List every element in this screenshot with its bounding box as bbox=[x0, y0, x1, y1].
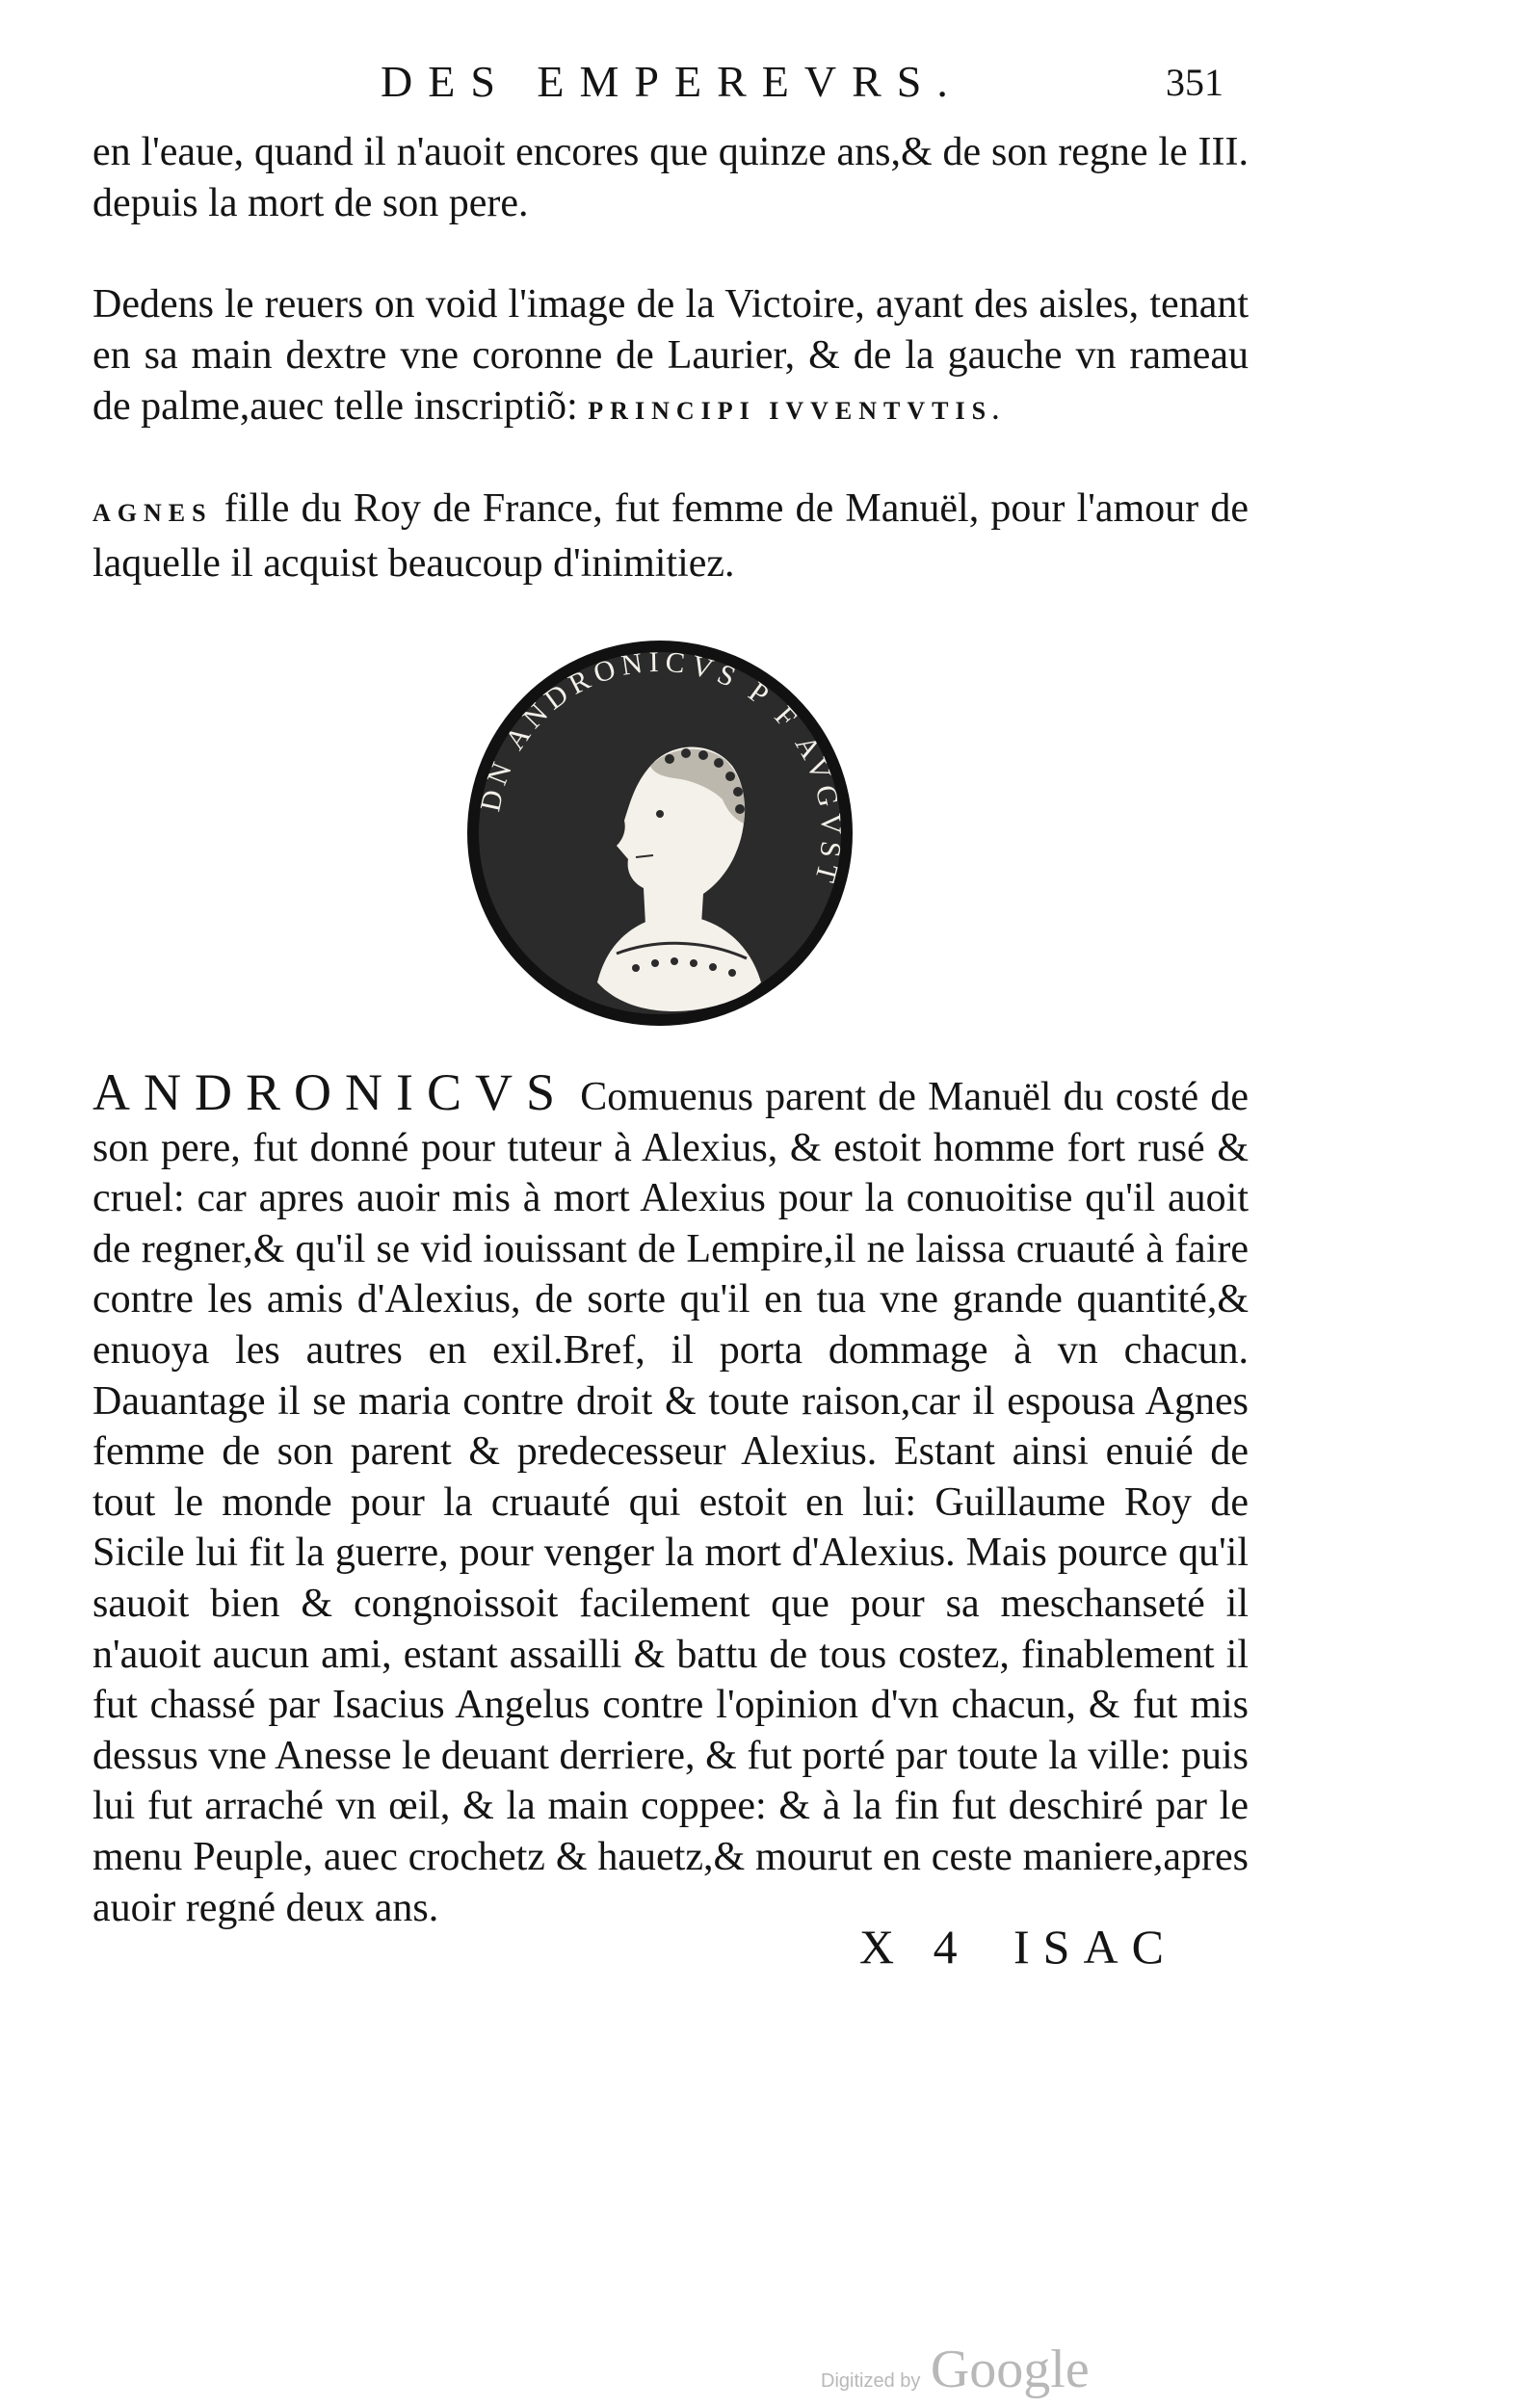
person-name: ANDRONICVS bbox=[92, 1063, 569, 1121]
signature-mark: X 4 bbox=[859, 1920, 971, 1974]
paragraph-reverse-description bbox=[92, 279, 1249, 436]
medal-legend: DN ANDRONICVS P F AVGVST bbox=[474, 645, 848, 892]
paragraph-text bbox=[92, 1063, 1250, 1933]
paragraph-text: en l'eaue, quand il n'auoit encores que quinze ans,& de son regne le III. depuis la mort de son pere. bbox=[92, 130, 1249, 225]
catchword: ISAC bbox=[1013, 1920, 1177, 1974]
person-name: AGNES bbox=[92, 499, 213, 527]
catchline bbox=[0, 1919, 1526, 1976]
watermark-brand: Google bbox=[930, 2340, 1090, 2399]
watermark-prefix: Digitized by bbox=[821, 2370, 921, 2392]
running-title: DES EMPEREVRS. bbox=[381, 57, 963, 106]
paragraph-body: Dedens le reuers on void l'image de la Victoire, ayant des aisles, tenant en sa main dextre vne coronne de Laurier, & de la gauche vn rameau de palme,auec telle inscriptiõ: bbox=[92, 282, 1249, 429]
medal-image bbox=[462, 636, 857, 1031]
medal-portrait bbox=[462, 636, 857, 1031]
digitized-watermark bbox=[821, 2339, 1090, 2399]
inscription: PRINCIPI IVVENTVTIS. bbox=[588, 397, 1006, 425]
running-head bbox=[0, 56, 1526, 123]
paragraph-andronicus bbox=[92, 1063, 1250, 1933]
paragraph-agnes bbox=[92, 484, 1249, 589]
paragraph-text bbox=[92, 484, 1249, 589]
paragraph-continuation bbox=[92, 127, 1249, 229]
page-number: 351 bbox=[1166, 61, 1223, 104]
paragraph-text bbox=[92, 279, 1249, 436]
paragraph-body: Comuenus parent de Manuël du costé de son pere, fut donné pour tuteur à Alexius, & estoit homme fort rusé & cruel: car apres auoir mis à mort Alexius pour la conuoitise qu'il auoit de regner,& qu'il se vid iouissant de Lempire,il ne laissa cruauté à faire contre les amis d'Alexius, de sorte qu'il en tua vne grande quantité,& enuoya les autres en exil.Bref, il porta dommage à vn chacun. Dauantage il se maria contre droit & toute raison,car il espousa Agnes femme de son parent & predecesseur Alexius. Estant ainsi enuié de tout le monde pour la cruauté qui estoit en lui: Guillaume Roy de Sicile lui fit la guerre, pour venger la mort d'Alexius. Mais pource qu'il sauoit bien & congnoissoit facilement que pour sa meschanseté il n'auoit aucun ami, estant assailli & battu de tous costez, finablement il fut chassé par Isacius Angelus contre l'opinion d'vn chacun, & fut mis dessus vne Anesse le deuant derriere, & fut porté par toute la ville: puis lui fut arraché vn œil, & la main coppee: & à la fin fut deschiré par le menu Peuple, auec crochetz & hauetz,& mourut en ceste maniere,apres auoir regné deux ans. bbox=[92, 1075, 1250, 1930]
paragraph-body: fille du Roy de France, fut femme de Manuël, pour l'amour de laquelle il acquist beaucoup d'inimitiez. bbox=[92, 486, 1250, 586]
